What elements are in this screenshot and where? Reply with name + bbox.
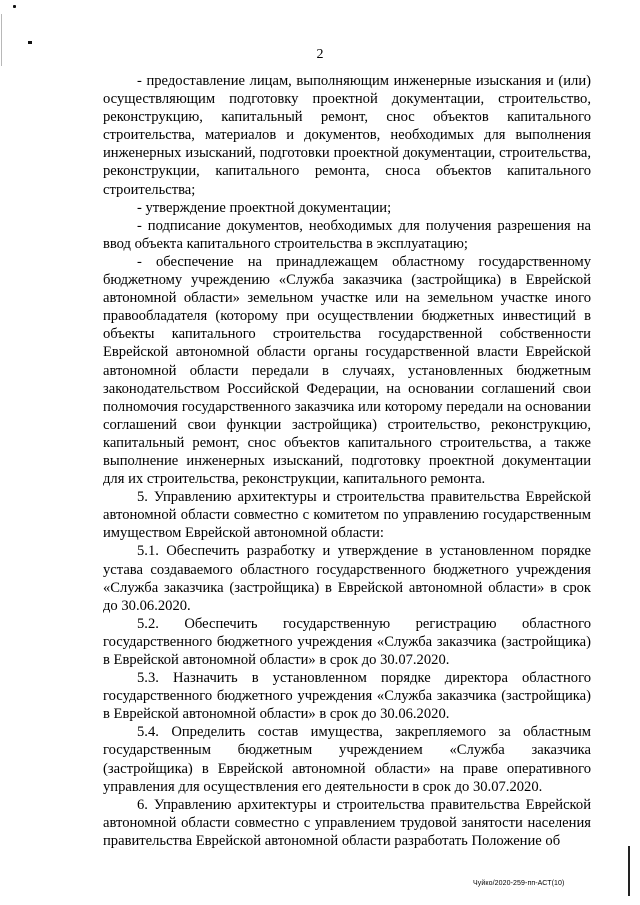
paragraph: 5.1. Обеспечить разработку и утверждение в установленном порядке устава создаваемого областного государственного бюджетного учреждения «Служба заказчика (застройщика) в Еврейской автономной области» в срок до 30.06.2020. [103,543,591,614]
paragraph: 5. Управлению архитектуры и строительства правительства Еврейской автономной области совместно с комитетом по управлению государственным имуществом Еврейской автономной области: [103,489,591,542]
paragraph: 5.3. Назначить в установленном порядке директора областного государственного бюджетного учреждения «Служба заказчика (застройщика) в Еврейской автономной области» в срок до 30.06.2020. [103,670,591,723]
paragraph: - обеспечение на принадлежащем областному государственному бюджетному учреждению «Служба заказчика (застройщика) в Еврейской автономной области» земельном участке или на земельном участке иного правообладателя (которому при осуществлении бюджетных инвестиций в объекты капитального строительства государственной собственности Еврейской автономной области органы государственной власти Еврейской автономной области передали в случаях, установленных бюджетным законодательством Российской Федерации, на основании соглашений свои полномочия государственного заказчика или которому передали на основании соглашений свои функции застройщика) строительство, реконструкцию, капитальный ремонт, снос объектов капитального строительства, а также выполнение инженерных изысканий, подготовку проектной документации для их строительства, реконструкции, капитального ремонта. [103,253,591,488]
paragraph: 6. Управлению архитектуры и строительства правительства Еврейской автономной области совместно с управлением трудовой занятости населения правительства Еврейской автономной области разработать Положение об [103,796,591,849]
scan-speck [28,41,32,44]
scan-speck [13,5,16,8]
paragraph: 5.2. Обеспечить государственную регистрацию областного государственного бюджетного учреждения «Служба заказчика (застройщика) в Еврейской автономной области» в срок до 30.07.2020. [103,615,591,668]
document-body [103,72,591,850]
paragraph: - предоставление лицам, выполняющим инженерные изыскания и (или) осуществляющим подготовку проектной документации, строительство, реконструкцию, капитальный ремонт, снос объектов капитального строительства, материалов и документов, необходимых для выполнения инженерных изысканий, подготовки проектной документации, строительства, реконструкции, капитального ремонта, сноса объектов капитального строительства; [103,73,591,198]
paragraph: - утверждение проектной документации; [137,199,392,216]
document-code: Чуйко/2020-259-пп-АСТ(10) [473,880,565,887]
page-number: 2 [316,47,324,62]
scan-edge-line [628,846,630,896]
paragraph: - подписание документов, необходимых для получения разрешения на ввод объекта капитального строительства в эксплуатацию; [103,217,591,252]
paragraph: 5.4. Определить состав имущества, закрепляемого за областным государственным бюджетным учреждением «Служба заказчика (застройщика) в Еврейской автономной области» на праве оперативного управления для осуществления его деятельности в срок до 30.07.2020. [103,724,591,795]
